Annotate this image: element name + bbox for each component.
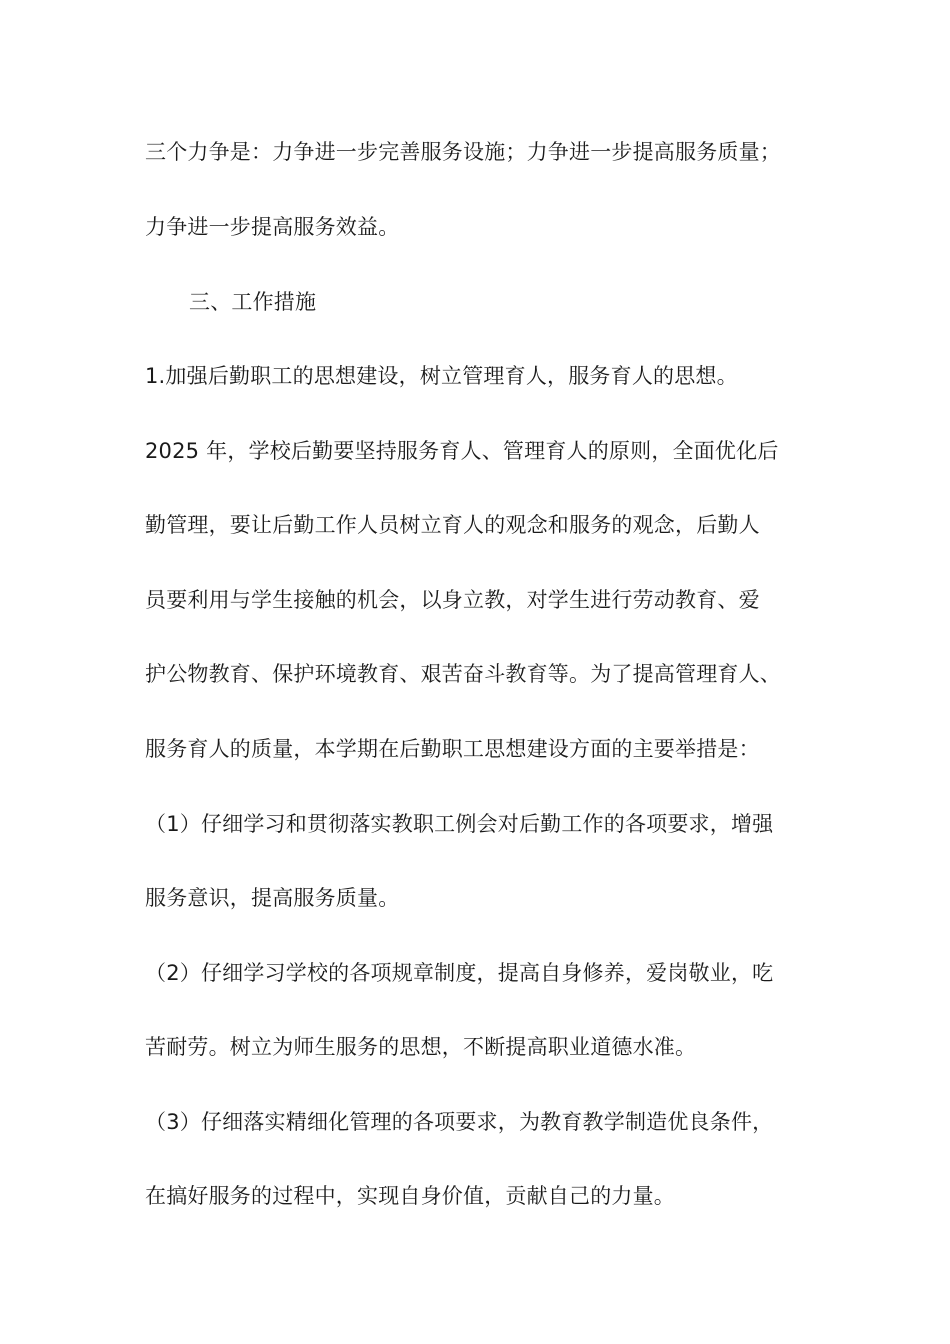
paragraph-line: 在搞好服务的过程中，实现自身价值，贡献自己的力量。 xyxy=(145,1184,675,1208)
paragraph-line: 服务意识，提高服务质量。 xyxy=(145,886,400,910)
subsection-heading: 1.加强后勤职工的思想建设，树立管理育人，服务育人的思想。 xyxy=(145,364,738,388)
list-item-2: （2）仔细学习学校的各项规章制度，提高自身修养，爱岗敬业，吃 xyxy=(145,961,774,985)
paragraph-line: 苦耐劳。树立为师生服务的思想，不断提高职业道德水准。 xyxy=(145,1035,697,1059)
paragraph-line: 力争进一步提高服务效益。 xyxy=(145,215,400,239)
paragraph-line: 2025 年，学校后勤要坚持服务育人、管理育人的原则，全面优化后 xyxy=(145,439,779,463)
section-heading: 三、工作措施 xyxy=(189,290,317,314)
paragraph-line: 勤管理，要让后勤工作人员树立育人的观念和服务的观念，后勤人 xyxy=(145,513,760,537)
paragraph-line: 三个力争是：力争进一步完善服务设施；力争进一步提高服务质量； xyxy=(145,140,781,164)
list-item-3: （3）仔细落实精细化管理的各项要求，为教育教学制造优良条件， xyxy=(145,1110,774,1134)
paragraph-line: 员要利用与学生接触的机会，以身立教，对学生进行劳动教育、爱 xyxy=(145,588,760,612)
paragraph-line: 服务育人的质量，本学期在后勤职工思想建设方面的主要举措是： xyxy=(145,737,760,761)
paragraph-line: 护公物教育、保护环境教育、艰苦奋斗教育等。为了提高管理育人、 xyxy=(145,662,781,686)
list-item-1: （1）仔细学习和贯彻落实教职工例会对后勤工作的各项要求，增强 xyxy=(145,812,774,836)
